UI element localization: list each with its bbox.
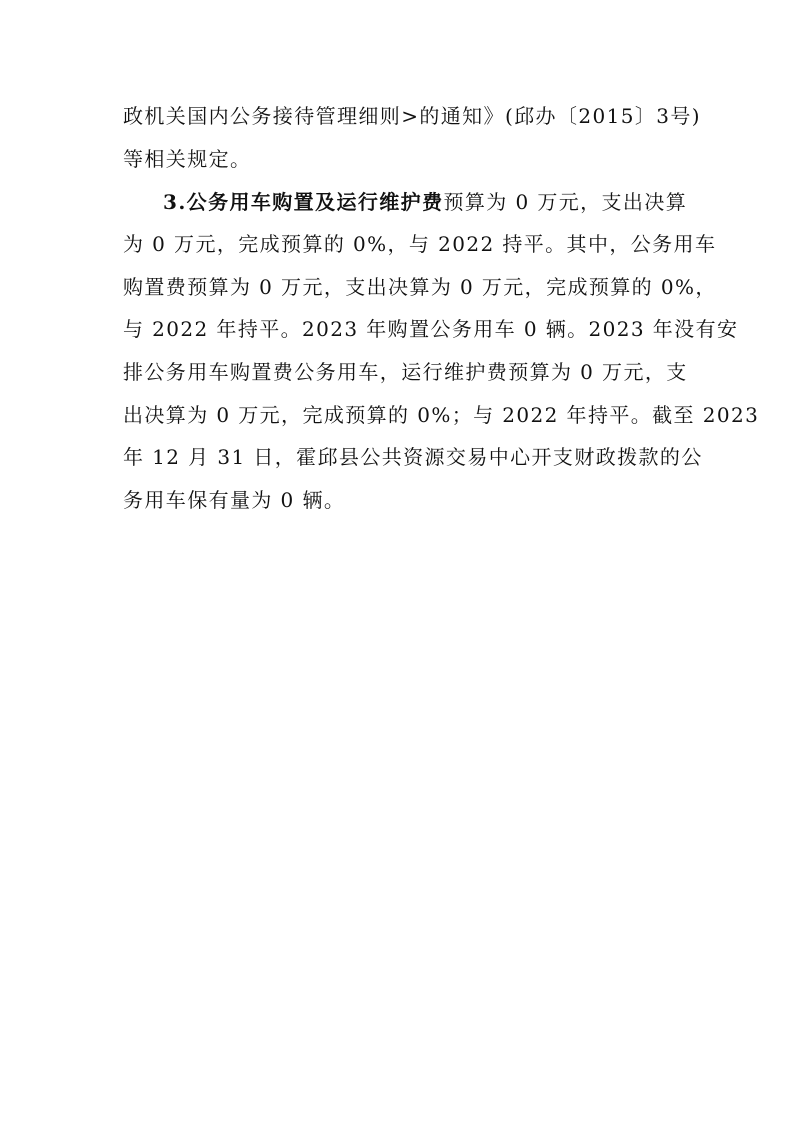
paragraph-2-line-7: 年 12 月 31 日，霍邱县公共资源交易中心开支财政拨款的公 (123, 445, 703, 469)
paragraph-2-line-8: 务用车保有量为 0 辆。 (123, 488, 346, 512)
paragraph-1-line-1: 政机关国内公务接待管理细则>的通知》(邱办〔2015〕3号) (123, 104, 701, 128)
paragraph-2-line-5: 排公务用车购置费公务用车，运行维护费预算为 0 万元，支 (123, 360, 688, 384)
paragraph-1-line-2: 等相关规定。 (123, 147, 252, 171)
paragraph-2-line-4: 与 2022 年持平。2023 年购置公务用车 0 辆。2023 年没有安 (123, 317, 739, 341)
paragraph-2-line-6: 出决算为 0 万元，完成预算的 0%；与 2022 年持平。截至 2023 (123, 403, 760, 427)
paragraph-heading: 3.公务用车购置及运行维护费 (163, 190, 444, 214)
paragraph-2-line-1-rest: 预算为 0 万元，支出决算 (443, 190, 688, 214)
paragraph-2-line-3: 购置费预算为 0 万元，支出决算为 0 万元，完成预算的 0%， (123, 275, 717, 299)
paragraph-2-line-1 (163, 188, 688, 216)
paragraph-2-line-2: 为 0 万元，完成预算的 0%，与 2022 持平。其中，公务用车 (123, 232, 717, 256)
